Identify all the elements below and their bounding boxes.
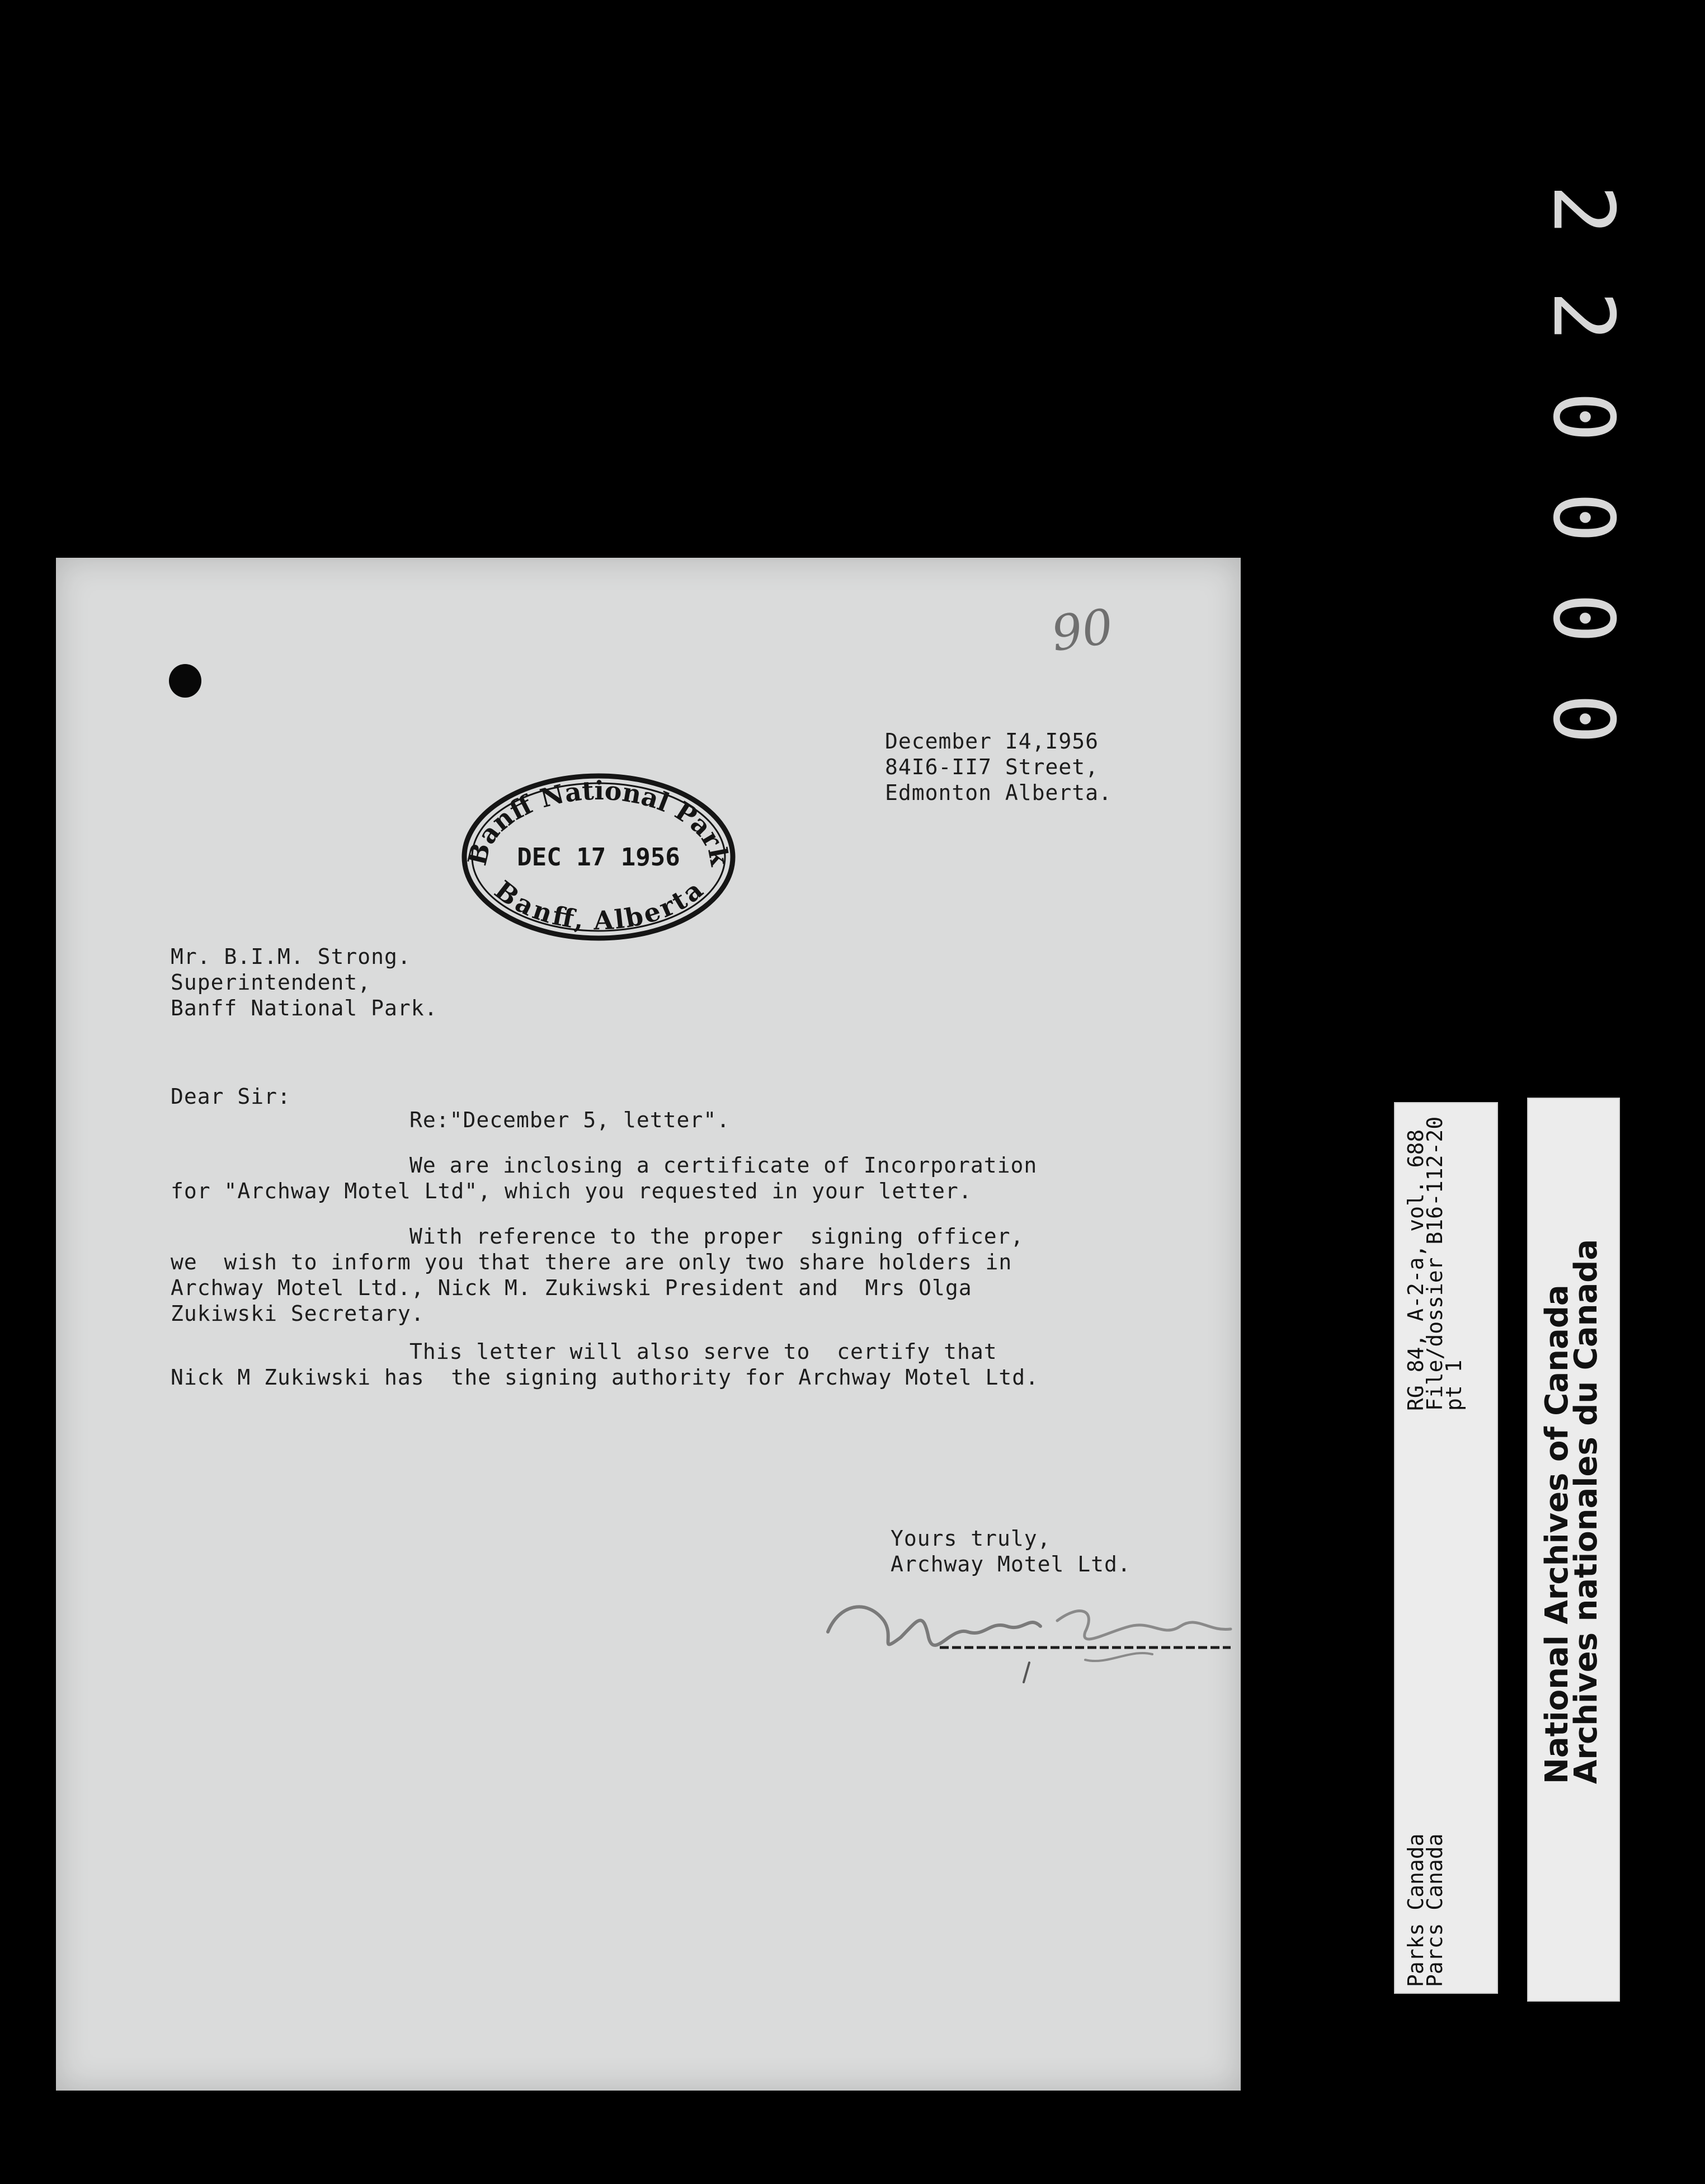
frame-number [1510,168,1656,783]
paragraph-2-line: we wish to inform you that there are only two share holders in [171,1250,1012,1274]
national-archives-strip [1527,1098,1620,2002]
frame-digit: 0 [1534,492,1632,543]
salutation: Dear Sir: [171,1084,291,1109]
paragraph-2-line: Archway Motel Ltd., Nick M. Zukiwski President and Mrs Olga [171,1275,972,1300]
letter-date: December I4,I956 [885,729,1099,754]
paragraph-2-line: With reference to the proper signing officer, [409,1224,1024,1249]
frame-digit: 2 [1534,184,1632,236]
reference-line: Re:"December 5, letter". [409,1108,731,1132]
letter-page [56,558,1241,2091]
strip-archives-name [1539,1239,1604,1784]
strip-parks-line-en: Parks Canada [1403,1833,1428,1987]
paragraph-3-line: Nick M Zukiwski has the signing authority for Archway Motel Ltd. [171,1365,1039,1390]
received-stamp [459,770,738,944]
frame-digit: 2 [1534,290,1632,342]
punch-hole [169,664,201,698]
frame-digit: 0 [1534,592,1632,644]
recipient-title: Superintendent, [171,970,371,995]
recipient-name: Mr. B.I.M. Strong. [171,944,411,969]
stamp-bottom-text: Banff, Alberta [489,874,709,936]
handwritten-file-mark: 90 [1048,598,1117,663]
strip-archives-line-en: National Archives of Canada [1539,1284,1575,1784]
strip-parks-line-fr: Parcs Canada [1423,1833,1447,1987]
paragraph-1-line: for "Archway Motel Ltd", which you requested in your letter. [171,1179,972,1203]
strip-ref-volume: RG 84, A-2-a, vol. 688 [1403,1129,1428,1411]
parks-canada-reference-strip [1394,1102,1498,1994]
closing: Yours truly, [891,1526,1051,1551]
strip-ref-file: File/dossier B16-112-20 [1423,1116,1447,1411]
paragraph-3-line: This letter will also serve to certify that [409,1339,997,1364]
handwritten-signature [817,1565,1253,1688]
sender-address-line2: Edmonton Alberta. [885,780,1112,805]
frame-digit: 0 [1534,693,1632,745]
stamp-graphic [459,770,738,944]
strip-file-reference [1403,1116,1466,1411]
sender-address-line1: 84I6-II7 Street, [885,755,1099,779]
stamp-date: DEC 17 1956 [517,843,680,872]
paragraph-2-line: Zukiwski Secretary. [171,1301,425,1326]
signature-graphic [817,1565,1253,1688]
frame-digit: 0 [1534,391,1632,443]
recipient-organization: Banff National Park. [171,996,438,1020]
stamp-top-text: Banff National Park [461,775,735,869]
strip-parks-name [1403,1833,1447,1987]
paragraph-1-line: We are inclosing a certificate of Incorporation [409,1153,1038,1178]
closing-company: Archway Motel Ltd. [891,1552,1131,1576]
strip-archives-line-fr: Archives nationales du Canada [1568,1239,1604,1784]
strip-ref-part: pt 1 [1442,1359,1466,1411]
